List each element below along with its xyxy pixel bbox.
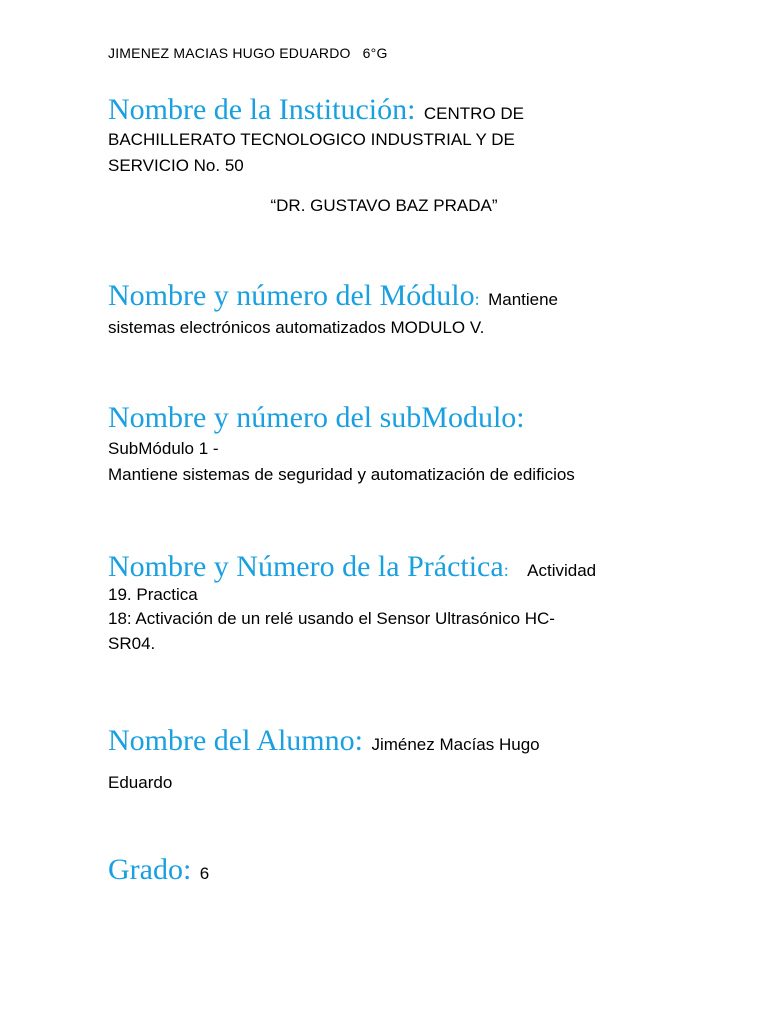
practice-field xyxy=(108,550,596,656)
practice-value-line4: SR04. xyxy=(108,634,156,653)
student-value-line2: Eduardo xyxy=(108,773,173,792)
practice-value-line2: 19. Practica xyxy=(108,585,198,604)
submodule-field xyxy=(108,401,575,488)
institution-field xyxy=(108,93,524,179)
module-label-colon: : xyxy=(474,289,480,309)
header-group: 6°G xyxy=(362,45,388,61)
submodule-value-line1: SubMódulo 1 - xyxy=(108,439,219,458)
submodule-label: Nombre y número del subModulo: xyxy=(108,401,525,434)
module-value-line2: sistemas electrónicos automatizados MODULO V. xyxy=(108,318,485,337)
module-value-line1: Mantiene xyxy=(488,290,559,309)
header-student-name: JIMENEZ MACIAS HUGO EDUARDO xyxy=(108,45,351,61)
institution-label: Nombre de la Institución xyxy=(108,93,408,126)
practice-label-colon: : xyxy=(503,560,509,580)
grade-value: 6 xyxy=(199,864,210,883)
institution-value-line3: SERVICIO No. 50 xyxy=(108,156,244,175)
student-label: Nombre del Alumno: xyxy=(108,724,363,757)
practice-label: Nombre y Número de la Práctica xyxy=(108,550,504,583)
institution-motto: “DR. GUSTAVO BAZ PRADA” xyxy=(270,196,498,215)
practice-value-line1: Actividad xyxy=(527,561,597,580)
practice-value-line3: 18: Activación de un relé usando el Sensor Ultrasónico HC- xyxy=(108,609,555,628)
student-field xyxy=(108,724,540,796)
institution-value-line1: CENTRO DE xyxy=(423,104,525,123)
institution-value-line2: BACHILLERATO TECNOLOGICO INDUSTRIAL Y DE xyxy=(108,130,515,149)
student-value-line1: Jiménez Macías Hugo xyxy=(371,735,540,754)
document-header xyxy=(108,45,388,61)
grade-label: Grado: xyxy=(108,853,192,886)
submodule-value-line2: Mantiene sistemas de seguridad y automatización de edificios xyxy=(108,465,575,484)
grade-field xyxy=(108,853,209,887)
module-label: Nombre y número del Módulo xyxy=(108,279,475,312)
institution-label-colon: : xyxy=(407,93,416,126)
module-field xyxy=(108,279,558,341)
